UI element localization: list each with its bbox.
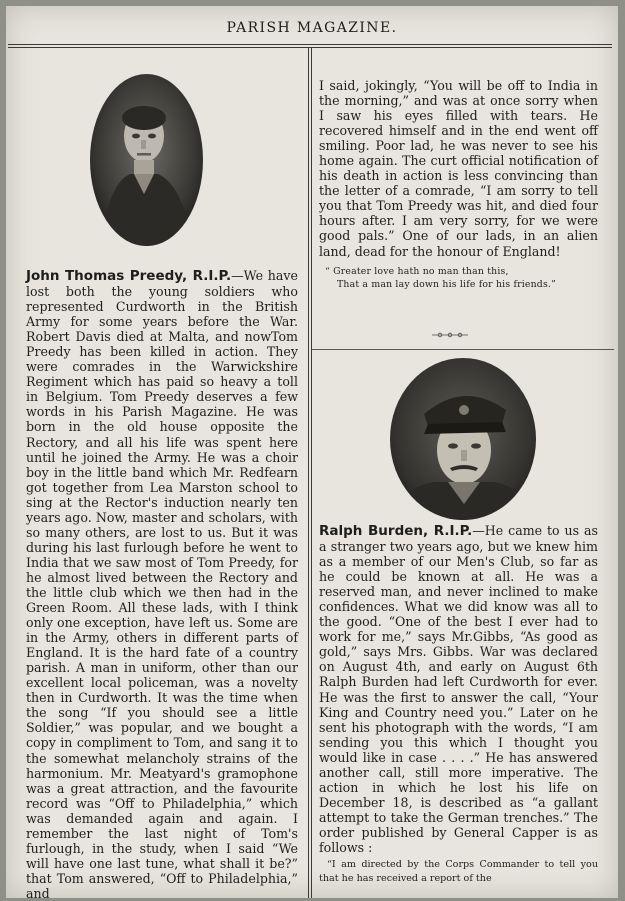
article-ralph-burden — [319, 523, 598, 886]
header-rule — [8, 44, 612, 45]
section-rule — [312, 349, 614, 350]
column-divider — [308, 48, 309, 898]
article-continuation — [319, 78, 598, 291]
page-header: PARISH MAGAZINE. — [226, 20, 398, 36]
article-body: —He came to us as a stranger two years ago, but we knew him as a member of our Men's Club, so far as he could be known at all. He was a reserved man, and never inclined to make confidences. What we did know was all to the good. “One of the best I ever had to work for me,” says Mr.Gibbs, “As good as gold,” says Mrs. Gibbs. War was declared on August 4th, and early on August 6th Ralph Burden had left Curdworth for ever. He was the first to answer the call, “Your King and Country need you.” Later on he sent his photograph with the words, “I am sending you this which I thought you would like in case . . . .” He has answered another call, still more imperative. The action in which he lost his life on December 18, is described as “a gallant attempt to take the German trenches.” The order published by General Capper is as follows : — [319, 523, 598, 855]
corps-order-quote — [319, 858, 598, 886]
portrait-ralph-burden — [390, 358, 536, 520]
portrait-john-thomas-preedy — [90, 74, 203, 246]
quote-line-2: That a man lay down his life for his friends.” — [337, 278, 557, 290]
scripture-quote — [319, 265, 598, 291]
continuation-body: I said, jokingly, “You will be off to India in the morning,” and was at once sorry when I saw his eyes filled with tears. He recovered himself and in the end went off smiling. Poor lad, he was never to see his home again. The curt official notification of his death in action is less convincing than the letter of a comrade, “I am sorry to tell you that Tom Preedy was hit, and died four hours after. I am very sorry, for we were good pals.” One of our lads, in an alien land, dead for the honour of England! — [319, 78, 598, 259]
column-divider-double — [311, 48, 312, 898]
article-name: Ralph Burden, R.I.P. — [319, 523, 473, 539]
magazine-page — [6, 6, 618, 901]
quote-line-1: “ Greater love hath no man than this, — [325, 265, 509, 277]
order-quote-text: “I am directed by the Corps Commander to tell you that he has received a report of the — [319, 859, 598, 885]
article-name: John Thomas Preedy, R.I.P. — [26, 268, 232, 284]
article-john-thomas-preedy — [26, 268, 298, 901]
ornament-divider — [430, 331, 470, 339]
header-rule-double — [8, 47, 612, 48]
article-body: —We have lost both the young soldiers who represented Curdworth in the British Army for some years before the War. Robert Davis died at Malta, and nowTom Preedy has been killed in action. They were comrades in the Warwickshire Regiment which has paid so heavy a toll in Belgium. Tom Preedy deserves a few words in his Parish Magazine. He was born in the old house opposite the Rectory, and all his life was spent here until he joined the Army. He was a choir boy in the little band which Mr. Redfearn got together from Lea Marston school to sing at the Rector's induction nearly ten years ago. Now, master and scholars, with so many others, are lost to us. But it was during his last furlough before he went to India that we saw most of Tom Preedy, for he almost lived between the Rectory and the little club which we then had in the Green Room. All these lads, with I think only one exception, have left us. Some are in the Army, others in different parts of England. It is the hard fate of a country parish. A man in uniform, other than our excellent local policeman, was a novelty then in Curdworth. It was the time when the song “If you should see a little Soldier,” was popular, and we bought a copy in compliment to Tom, and sang it to the somewhat melancholy strains of the harmonium. Mr. Meatyard's gramophone was a great attraction, and the favourite record was “Off to Philadelphia,” which was demanded again and again. I remember the last night of Tom's furlough, in the study, when I said “We will have one last tune, what shall it be?” that Tom answered, “Off to Philadelphia,” and — [26, 268, 298, 901]
